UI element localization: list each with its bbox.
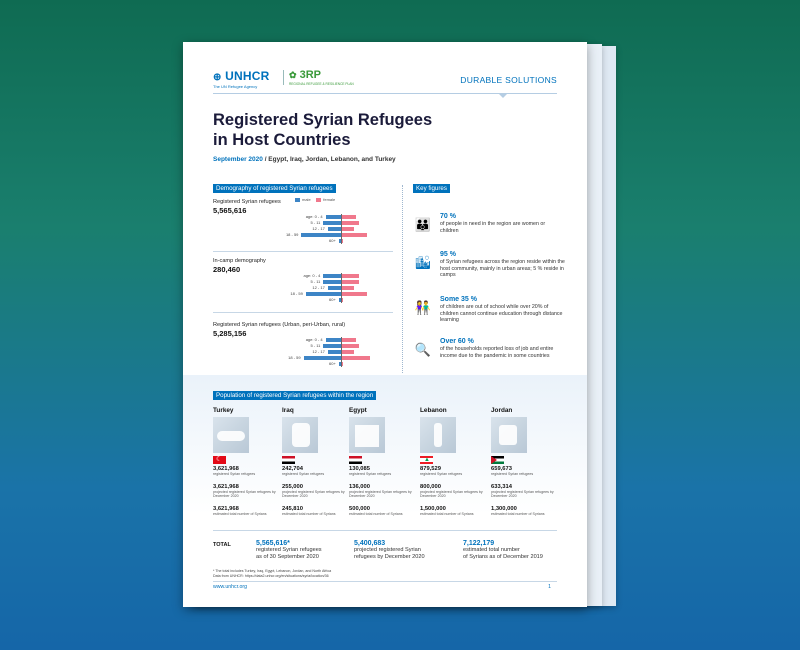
jordan-flag-icon bbox=[491, 456, 504, 464]
total-desc-line2: of Syrians as of December 2019 bbox=[463, 554, 543, 560]
totals-label: TOTAL bbox=[213, 542, 231, 548]
age-group-label: 18 - 59 bbox=[290, 291, 303, 296]
key-figure-body: of Syrian refugees across the region reside within the host community, mainly in urban areas; 5 % reside in camps bbox=[440, 259, 565, 279]
registered-value: 130,085 bbox=[349, 466, 370, 472]
3rp-logo bbox=[289, 69, 354, 86]
total-value: 245,810 bbox=[282, 505, 303, 512]
total-desc: estimated total number of Syrians bbox=[420, 511, 474, 516]
pyramid-axis bbox=[341, 337, 342, 367]
totals-footnote bbox=[213, 569, 393, 578]
3rp-logo-text: 3RP bbox=[299, 69, 322, 81]
demography-block-urban bbox=[213, 322, 393, 366]
demography-section-label: Demography of registered Syrian refugees bbox=[213, 184, 336, 193]
unhcr-emblem-icon: ⊕ bbox=[213, 72, 222, 83]
registered-value: 242,704 bbox=[282, 466, 303, 472]
country-column-iraq bbox=[282, 407, 348, 516]
page-header bbox=[213, 69, 557, 89]
demography-block-label: In-camp demography bbox=[213, 258, 266, 264]
country-column-lebanon bbox=[420, 407, 486, 516]
country-name: Lebanon bbox=[420, 407, 447, 414]
footer-url-link[interactable]: www.unhcr.org bbox=[213, 584, 248, 590]
female-bar bbox=[341, 344, 359, 348]
projected-desc: projected registered Syrian refugees by December 2020 bbox=[213, 489, 276, 499]
document-page bbox=[183, 42, 587, 607]
total-value: 1,300,000 bbox=[491, 505, 517, 512]
total-desc-line1: estimated total number bbox=[463, 547, 520, 553]
age-group-label: 60+ bbox=[329, 238, 336, 243]
demography-block-number: 5,565,616 bbox=[213, 206, 247, 215]
projected-desc: projected registered Syrian refugees by December 2020 bbox=[491, 489, 554, 499]
demography-block-label: Registered Syrian refugees bbox=[213, 199, 281, 205]
page-number: 1 bbox=[548, 584, 551, 590]
country-name: Egypt bbox=[349, 407, 367, 414]
male-bar bbox=[304, 356, 341, 360]
subtitle-countries: / Egypt, Iraq, Jordan, Lebanon, and Turkey bbox=[264, 156, 396, 163]
region-section-label: Population of registered Syrian refugees within the region bbox=[213, 391, 376, 400]
header-notch bbox=[498, 93, 508, 98]
male-bar bbox=[328, 286, 341, 290]
male-bar bbox=[326, 215, 341, 219]
block-divider bbox=[213, 251, 393, 252]
country-map bbox=[491, 417, 527, 453]
male-bar bbox=[328, 350, 341, 354]
page-subtitle bbox=[213, 156, 396, 163]
unhcr-logo bbox=[213, 69, 269, 89]
female-bar bbox=[341, 233, 367, 237]
country-column-egypt bbox=[349, 407, 415, 516]
demography-block-registered bbox=[213, 199, 393, 243]
male-bar bbox=[323, 280, 341, 284]
age-group-label: 12 - 17 bbox=[312, 349, 325, 354]
3rp-logo-subtitle: REGIONAL REFUGEE & RESILIENCE PLAN bbox=[289, 82, 354, 86]
male-bar bbox=[306, 292, 341, 296]
male-bar bbox=[323, 344, 341, 348]
key-figure-text bbox=[440, 251, 565, 279]
section-tag: DURABLE SOLUTIONS bbox=[460, 75, 557, 85]
age-group-label: 18 - 59 bbox=[288, 355, 301, 360]
total-number: 7,122,179 bbox=[463, 540, 495, 547]
pyramid-axis bbox=[341, 273, 342, 303]
key-figure-headline: Some 35 % bbox=[440, 296, 477, 303]
projected-value: 633,314 bbox=[491, 483, 512, 490]
family-icon: 👪 bbox=[414, 217, 432, 232]
pyramid-row bbox=[213, 297, 393, 303]
population-pyramid bbox=[213, 337, 393, 367]
unhcr-logo-text: UNHCR bbox=[225, 69, 270, 83]
female-bar bbox=[341, 280, 359, 284]
footnote-line-2: Data from UNHCR: https://data2.unhcr.org/en/situations/syria/location/36 bbox=[213, 573, 329, 578]
age-group-label: 5 - 11 bbox=[310, 220, 321, 225]
country-map bbox=[282, 417, 318, 453]
registered-desc: registered Syrian refugees bbox=[349, 472, 392, 476]
total-value: 3,621,968 bbox=[213, 505, 239, 512]
title-line-2: in Host Countries bbox=[213, 131, 351, 149]
page-title bbox=[213, 110, 453, 150]
age-group-label: 12 - 17 bbox=[312, 226, 325, 231]
age-group-label: 18 - 59 bbox=[285, 232, 299, 237]
legend-female-label: female bbox=[323, 197, 336, 202]
female-bar bbox=[341, 286, 354, 290]
total-desc: estimated total number of Syrians bbox=[349, 511, 403, 516]
country-name: Jordan bbox=[491, 407, 513, 414]
male-bar bbox=[328, 227, 341, 231]
key-figure-headline: 95 % bbox=[440, 251, 456, 258]
key-figure-text bbox=[440, 338, 565, 359]
registered-desc: registered Syrian refugees bbox=[491, 472, 534, 476]
country-name: Turkey bbox=[213, 407, 234, 414]
female-bar bbox=[341, 274, 359, 278]
male-bar bbox=[301, 233, 341, 237]
registered-desc: registered Syrian refugees bbox=[282, 472, 325, 476]
total-value: 1,500,000 bbox=[420, 505, 446, 512]
key-figures-section-label: Key figures bbox=[413, 184, 450, 193]
3rp-emblem-icon: ✿ bbox=[289, 70, 297, 80]
total-estimated bbox=[463, 540, 573, 561]
demography-block-number: 280,460 bbox=[213, 265, 241, 274]
total-number: 5,565,616* bbox=[256, 540, 290, 547]
lebanon-flag-icon: ▲ bbox=[420, 456, 433, 464]
subtitle-date: September 2020 bbox=[213, 156, 263, 163]
projected-value: 255,000 bbox=[282, 483, 303, 490]
projected-desc: projected registered Syrian refugees by December 2020 bbox=[349, 489, 412, 499]
demography-block-in-camp bbox=[213, 258, 393, 302]
legend-male-label: male bbox=[302, 197, 311, 202]
title-line-1: Registered Syrian Refugees bbox=[213, 111, 433, 129]
demography-block-label: Registered Syrian refugees (Urban, peri-Urban, rural) bbox=[213, 322, 346, 328]
country-column-jordan bbox=[491, 407, 557, 516]
age-group-label: 5 - 11 bbox=[310, 343, 321, 348]
key-figure-body: of people in need in the region are women or children bbox=[440, 221, 546, 234]
country-map bbox=[420, 417, 456, 453]
projected-desc: projected registered Syrian refugees by December 2020 bbox=[282, 489, 345, 499]
total-desc-line2: refugees by December 2020 bbox=[354, 554, 425, 560]
registered-value: 3,621,968 bbox=[213, 466, 239, 472]
male-bar bbox=[323, 274, 341, 278]
footnote-line-1: * The total includes Turkey, Iraq, Egypt, Lebanon, Jordan, and North Africa bbox=[213, 569, 332, 573]
total-number: 5,400,683 bbox=[354, 540, 386, 547]
total-desc-line1: registered Syrian refugees bbox=[256, 547, 322, 553]
registered-desc: registered Syrian refugees bbox=[213, 472, 256, 476]
age-group-label: age: 0 - 4 bbox=[305, 337, 323, 342]
projected-desc: projected registered Syrian refugees by December 2020 bbox=[420, 489, 483, 499]
city-icon: 🏙 bbox=[414, 255, 432, 270]
key-figure-body: of the households reported loss of job and entire income due to the pandemic in some countries bbox=[440, 346, 554, 359]
key-figure-text bbox=[440, 213, 565, 234]
total-desc: estimated total number of Syrians bbox=[282, 511, 336, 516]
female-bar bbox=[341, 227, 354, 231]
male-bar bbox=[323, 221, 341, 225]
iraq-flag-icon bbox=[282, 456, 295, 464]
pyramid-row bbox=[213, 361, 393, 367]
total-desc: estimated total number of Syrians bbox=[491, 511, 545, 516]
pyramid-row bbox=[213, 238, 393, 244]
country-column-turkey bbox=[213, 407, 279, 516]
total-desc: estimated total number of Syrians bbox=[213, 511, 267, 516]
female-bar bbox=[341, 292, 367, 296]
registered-value: 879,529 bbox=[420, 466, 441, 472]
total-projected bbox=[354, 540, 464, 561]
age-group-label: 60+ bbox=[329, 297, 336, 302]
female-bar bbox=[341, 350, 354, 354]
country-map bbox=[213, 417, 249, 453]
totals-rule bbox=[213, 530, 557, 531]
footer-rule bbox=[213, 581, 557, 582]
country-name: Iraq bbox=[282, 407, 294, 414]
age-group-label: 60+ bbox=[329, 361, 336, 366]
age-group-label: 5 - 11 bbox=[310, 279, 321, 284]
female-bar bbox=[341, 338, 356, 342]
key-figure-headline: 70 % bbox=[440, 213, 456, 220]
country-map bbox=[349, 417, 385, 453]
total-desc-line2: as of 30 September 2020 bbox=[256, 554, 319, 560]
egypt-flag-icon bbox=[349, 456, 362, 464]
pyramid-axis bbox=[341, 214, 342, 244]
projected-value: 136,000 bbox=[349, 483, 370, 490]
block-divider bbox=[213, 312, 393, 313]
male-bar bbox=[326, 338, 341, 342]
key-figure-headline: Over 60 % bbox=[440, 338, 474, 345]
registered-value: 659,673 bbox=[491, 466, 512, 472]
turkey-flag-icon: ☾ bbox=[213, 456, 226, 464]
projected-value: 800,000 bbox=[420, 483, 441, 490]
female-bar bbox=[341, 356, 370, 360]
total-value: 500,000 bbox=[349, 505, 370, 512]
magnifier-chart-icon: 🔍 bbox=[414, 342, 432, 357]
female-bar bbox=[341, 221, 359, 225]
key-figure-body: of children are out of school while over 20% of children cannot continue education through distance learning bbox=[440, 304, 563, 324]
demography-block-number: 5,285,156 bbox=[213, 329, 247, 338]
unhcr-logo-subtitle: The UN Refugee Agency bbox=[213, 84, 258, 89]
registered-desc: registered Syrian refugees bbox=[420, 472, 463, 476]
age-group-label: age: 0 - 4 bbox=[303, 273, 321, 278]
total-registered bbox=[256, 540, 366, 561]
female-bar bbox=[341, 215, 356, 219]
age-group-label: 12 - 17 bbox=[312, 285, 325, 290]
total-desc-line1: projected registered Syrian bbox=[354, 547, 421, 553]
column-divider bbox=[402, 185, 403, 373]
logo-divider bbox=[283, 70, 284, 85]
population-pyramid bbox=[213, 214, 393, 244]
age-group-label: age: 0 - 4 bbox=[305, 214, 323, 219]
children-icon: 👫 bbox=[414, 300, 432, 315]
population-pyramid bbox=[213, 273, 393, 303]
projected-value: 3,621,968 bbox=[213, 483, 239, 490]
key-figure-text bbox=[440, 296, 565, 324]
